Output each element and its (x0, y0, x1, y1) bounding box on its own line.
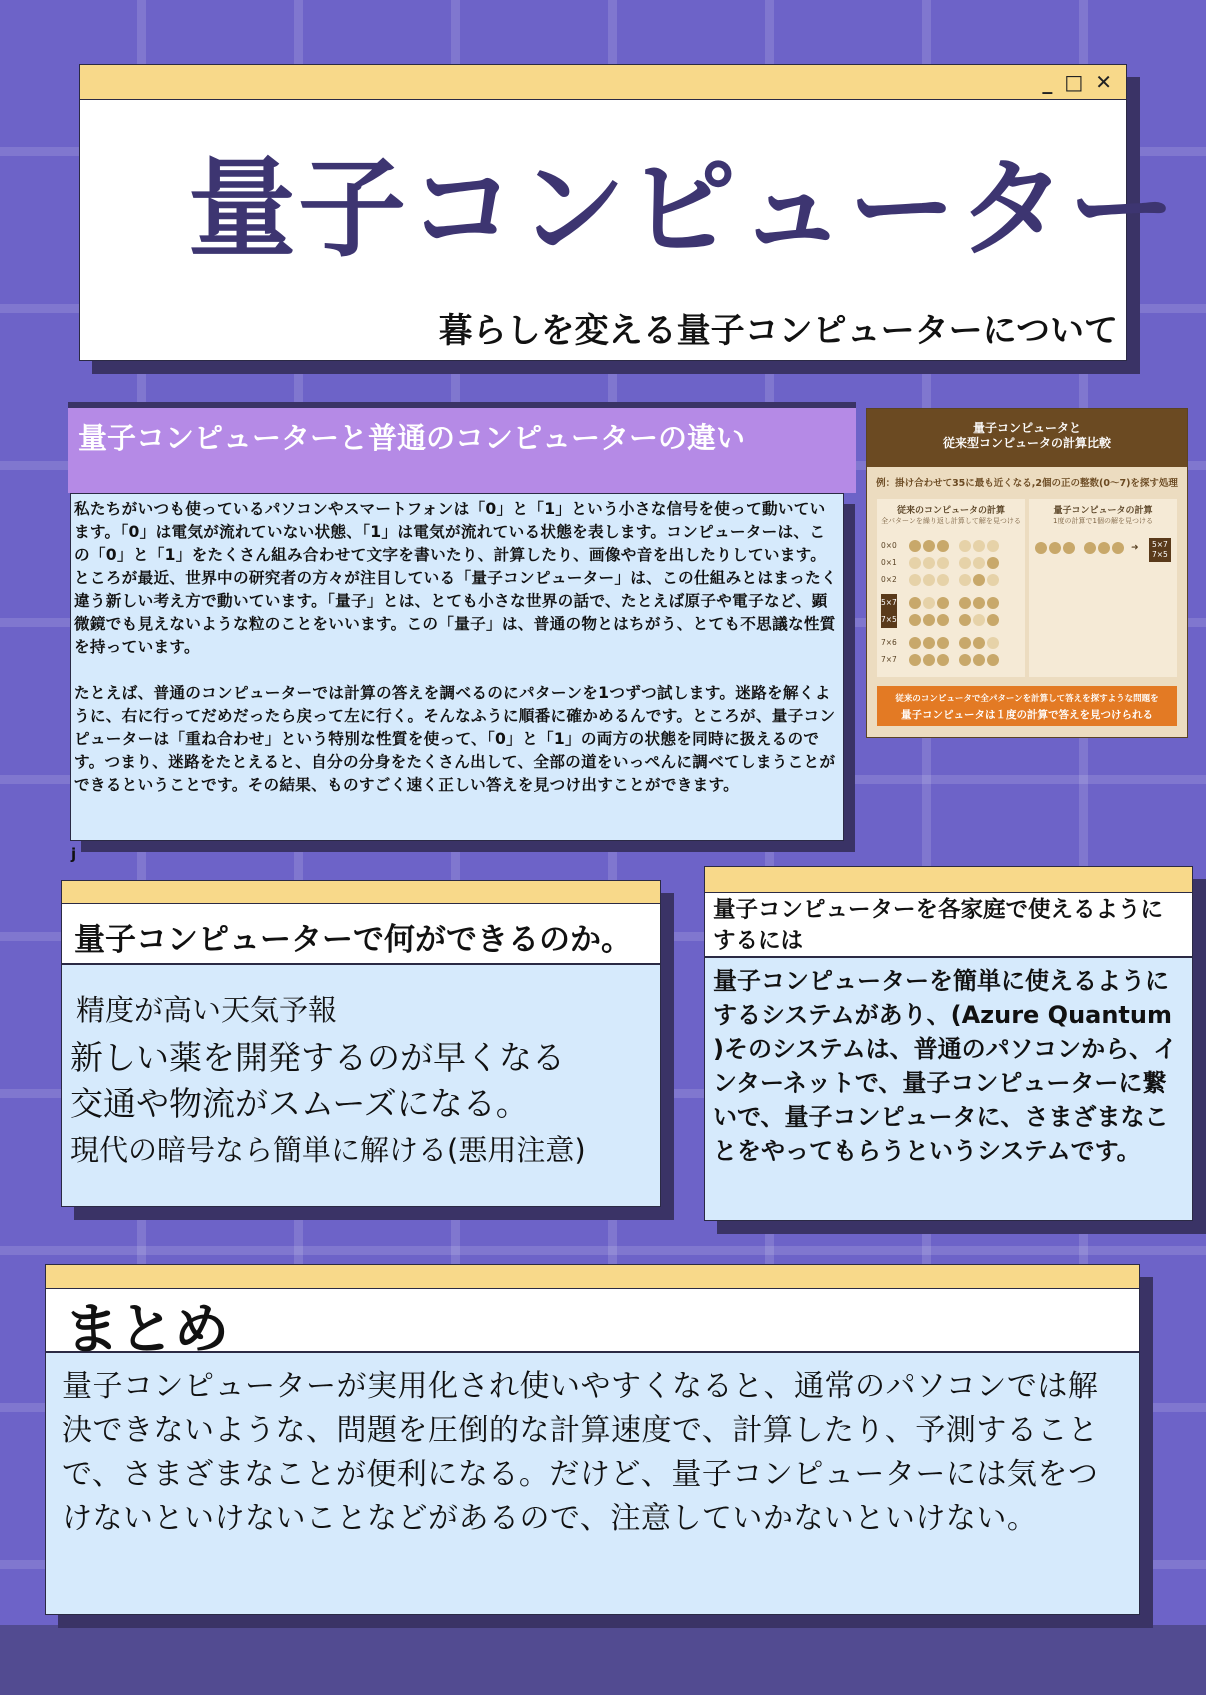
summary-heading: まとめ (64, 1297, 230, 1361)
row-label: 0×1 (881, 558, 897, 567)
answer-a: 5×7 (1152, 540, 1168, 549)
bit-dots (909, 613, 999, 626)
difference-paragraph (74, 659, 839, 682)
row-label: 7×6 (881, 638, 897, 647)
capabilities-body (61, 964, 661, 1207)
infographic-title-line1: 量子コンピュータと (972, 421, 1081, 435)
row-label: 0×0 (881, 541, 897, 550)
home-use-body (704, 957, 1193, 1221)
infographic-question: 例：掛け合わせて35に最も近くなる,2個の正の整数(0〜7)を探す処理 (876, 478, 1178, 489)
difference-body (70, 493, 844, 841)
infographic-title-line2: 従来型コンピュータの計算比較 (942, 436, 1111, 450)
footer-band (0, 1625, 1206, 1695)
arrow-right-icon: ➜ (1131, 542, 1139, 553)
minimize-icon[interactable]: _ (1042, 70, 1053, 94)
comparison-infographic (866, 408, 1188, 738)
quantum-answer (1149, 538, 1171, 562)
row-label: 5×7 (881, 594, 897, 611)
stray-character: j (71, 845, 77, 863)
home-use-heading: 量子コンピューターを各家庭で使えるようにするには (713, 897, 1164, 954)
quantum-panel (1029, 499, 1177, 677)
infographic-footer-line1: 従来のコンピュータで全パターンを計算して答えを探すような問題を (895, 694, 1159, 704)
row-label: 7×7 (881, 655, 897, 664)
summary-body (45, 1352, 1140, 1615)
bit-dots (909, 556, 999, 569)
page-title: 量子コンピューター (188, 147, 1179, 272)
bit-dots (909, 539, 999, 552)
home-use-text: 量子コンピューターを簡単に使えるようにするシステムがあり、(Azure Quantum )そのシステムは、普通のパソコンから、インターネットで、量子コンピューターに繋いで、量子コンピュータに、さまざまなことをやってもらうというシステムです。 (713, 967, 1178, 1165)
list-item: 現代の暗号なら簡単に解ける(悪用注意) (70, 1133, 586, 1167)
bit-dots (909, 596, 999, 609)
difference-heading: 量子コンピューターと普通のコンピューターの違い (78, 421, 746, 455)
infographic-footer (877, 686, 1177, 726)
bit-dots (909, 653, 999, 666)
capabilities-heading: 量子コンピューターで何ができるのか。 (74, 922, 632, 958)
maximize-icon[interactable]: □ (1064, 70, 1084, 94)
close-icon[interactable]: ✕ (1095, 70, 1112, 94)
capabilities-window-bar (61, 880, 661, 904)
bit-dots (909, 573, 999, 586)
difference-paragraph: 私たちがいつも使っているパソコンやスマートフォンは「0」と「1」という小さな信号を使って動いています。「0」は電気が流れていない状態、「1」は電気が流れている状態を表します。コンピューターは、この「0」と「1」をたくさん組み合わせて文字を書いたり、計算したり、画像や音を出したりしています。 (74, 500, 827, 564)
page-subtitle: 暮らしを変える量子コンピューターについて (438, 311, 1118, 351)
title-window (79, 64, 1179, 361)
difference-heading-box (68, 408, 856, 493)
infographic-panels (877, 499, 1177, 677)
answer-b: 7×5 (1152, 550, 1168, 559)
summary-window (45, 1264, 1140, 1615)
quantum-panel-subtitle: 1度の計算で1個の解を見つける (1053, 517, 1153, 525)
window-controls (1042, 71, 1112, 93)
difference-paragraph: ところが最近、世界中の研究者の方々が注目している「量子コンピューター」は、この仕組みとはまったく違う新しい考え方で動いています。「量子」とは、とても小さな世界の話で、たとえば原子や電子など、顕微鏡でも見えないような粒のことをいいます。この「量子」は、普通の物とはちがう、とても不思議な性質を持っています。 (74, 569, 837, 656)
difference-paragraph: たとえば、普通のコンピューターでは計算の答えを調べるのにパターンを1つずつ試します。迷路を解くように、右に行ってだめだったら戻って左に行く。そんなふうに順番に確かめるんです。ところが、量子コンピューターは「重ね合わせ」という特別な性質を使って、「0」と「1」の両方の状態を同時に扱えるのです。つまり、迷路をたとえると、自分の分身をたくさん出して、全部の道をいっぺんに調べてしまうことができるということです。その結果、ものすごく速く正しい答えを見つけ出すことができます。 (74, 684, 836, 794)
summary-text: 量子コンピューターが実用化され使いやすくなると、通常のパソコンでは解決できないような、問題を圧倒的な計算速度で、計算したり、予測することで、さまざまなことが便利になる。だけど、量子コンピューターには気をつけないといけないことなどがあるので、注意していかないといけない。 (62, 1369, 1099, 1536)
title-window-body (79, 100, 1179, 361)
infographic-footer-line2: 量子コンピュータは１度の計算で答えを見つけられる (901, 709, 1153, 721)
summary-heading-box (45, 1289, 1140, 1361)
home-use-window (704, 866, 1193, 1221)
home-use-window-bar (704, 866, 1193, 893)
classical-panel-subtitle: 全パターンを繰り返し計算して解を見つける (881, 517, 1021, 525)
home-use-heading-box (704, 893, 1193, 957)
list-item: 交通や物流がスムーズになる。 (70, 1084, 529, 1123)
classical-panel (877, 499, 1025, 677)
classical-row-labels (881, 537, 897, 668)
capabilities-window (61, 880, 661, 1207)
superposition-dots (1035, 541, 1139, 554)
list-item: 新しい薬を開発するのが早くなる (70, 1038, 565, 1077)
classical-panel-title: 従来のコンピュータの計算 (896, 506, 1005, 516)
list-item: 精度が高い天気予報 (76, 993, 338, 1027)
infographic-header (867, 409, 1187, 467)
row-label: 7×5 (881, 611, 897, 628)
capabilities-heading-box (61, 904, 661, 964)
quantum-panel-title: 量子コンピュータの計算 (1053, 506, 1153, 516)
title-window-bar (79, 64, 1127, 100)
row-label: 0×2 (881, 575, 897, 584)
bit-dots (909, 636, 999, 649)
capabilities-list (70, 985, 586, 1173)
